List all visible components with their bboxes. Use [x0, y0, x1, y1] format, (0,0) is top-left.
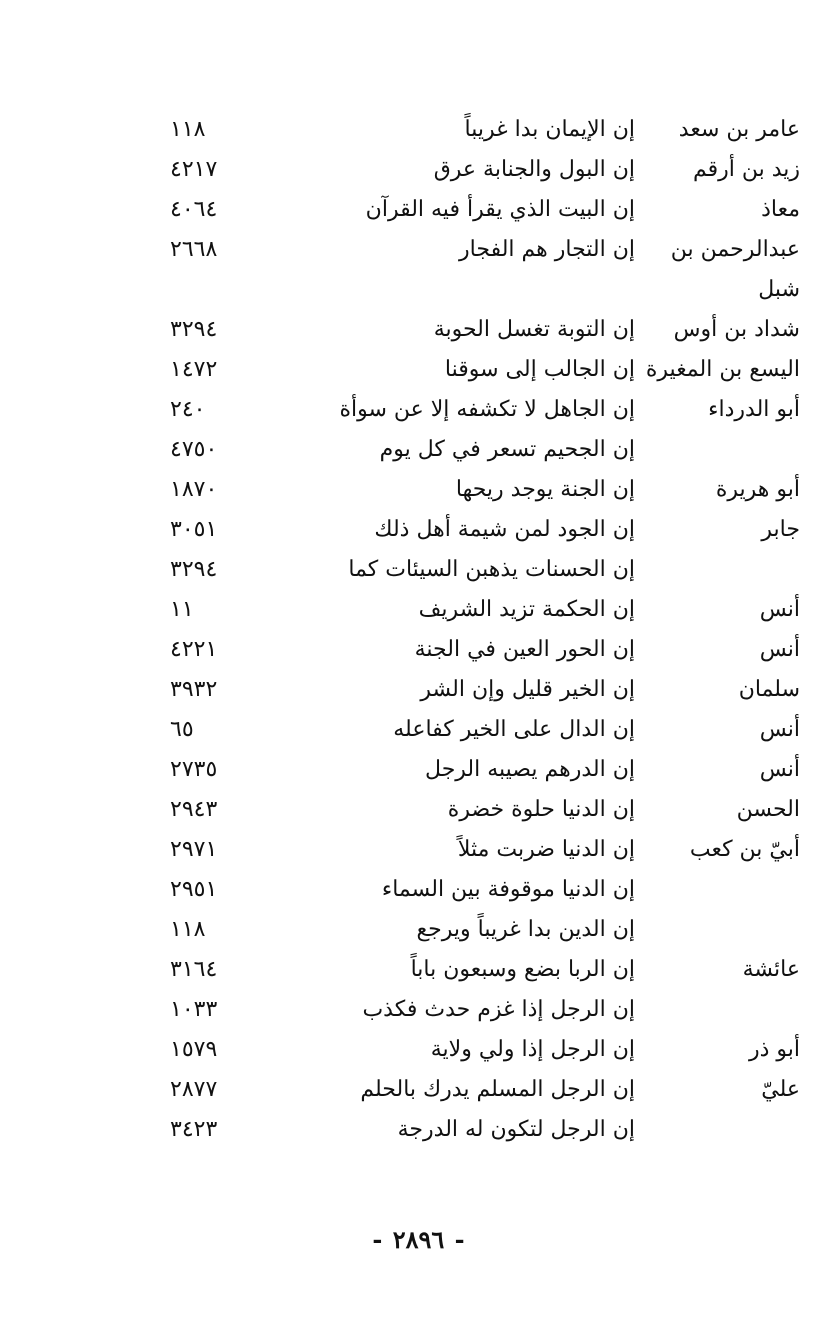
hadith-number: ٣١٦٤	[170, 957, 218, 982]
narrator-name: الحسن	[736, 797, 800, 822]
index-row	[170, 150, 800, 190]
index-row	[170, 390, 800, 430]
narrator-name: عائشة	[742, 957, 800, 982]
hadith-number: ٤٢١٧	[170, 157, 218, 182]
hadith-incipit: إن الدنيا حلوة خضرة	[447, 797, 635, 822]
hadith-number: ١٠٣٣	[170, 997, 218, 1022]
index-row	[170, 1110, 800, 1150]
index-row	[170, 310, 800, 350]
index-row	[170, 750, 800, 790]
hadith-incipit: إن الحسنات يذهبن السيئات كما	[348, 557, 635, 582]
narrator-name: أبو هريرة	[715, 477, 800, 502]
hadith-incipit: إن الدرهم يصيبه الرجل	[425, 757, 635, 782]
hadith-incipit: إن التجار هم الفجار	[459, 237, 635, 262]
narrator-name: أنس	[759, 637, 800, 662]
hadith-number: ٢٩٥١	[170, 877, 218, 902]
hadith-incipit: إن الجنة يوجد ريحها	[455, 477, 635, 502]
index-row	[170, 110, 800, 150]
hadith-incipit: إن الجحيم تسعر في كل يوم	[379, 437, 635, 462]
hadith-number: ٢٩٧١	[170, 837, 218, 862]
narrator-name: شداد بن أوس	[673, 317, 800, 342]
hadith-index-table	[170, 110, 800, 1150]
index-row	[170, 710, 800, 750]
index-row	[170, 510, 800, 550]
index-row	[170, 590, 800, 630]
hadith-incipit: إن الرجل إذا ولي ولاية	[430, 1037, 635, 1062]
index-row	[170, 550, 800, 590]
narrator-name: عليّ	[761, 1077, 800, 1102]
hadith-number: ٢٨٧٧	[170, 1077, 218, 1102]
narrator-name: معاذ	[761, 197, 800, 222]
hadith-number: ١٤٧٢	[170, 357, 218, 382]
narrator-name: عامر بن سعد	[678, 117, 800, 142]
hadith-number: ٤٠٦٤	[170, 197, 218, 222]
hadith-incipit: إن الحكمة تزيد الشريف	[418, 597, 635, 622]
narrator-name: زيد بن أرقم	[692, 157, 800, 182]
hadith-number: ٤٢٢١	[170, 637, 218, 662]
hadith-incipit: إن الرجل إذا غزم حدث فكذب	[362, 997, 635, 1022]
hadith-incipit: إن الدنيا ضربت مثلاً	[457, 837, 635, 862]
index-row	[170, 190, 800, 230]
hadith-incipit: إن الحور العين في الجنة	[414, 637, 635, 662]
hadith-number: ٢٩٤٣	[170, 797, 218, 822]
narrator-name: أبيّ بن كعب	[689, 837, 800, 862]
hadith-incipit: إن الرجل لتكون له الدرجة	[397, 1117, 635, 1142]
index-row	[170, 470, 800, 510]
hadith-incipit: إن الجود لمن شيمة أهل ذلك	[374, 517, 635, 542]
page-number-value: ٢٨٩٦	[392, 1225, 445, 1254]
hadith-number: ٤٧٥٠	[170, 437, 218, 462]
index-row	[170, 670, 800, 710]
hadith-number: ٢٧٣٥	[170, 757, 218, 782]
narrator-name: جابر	[761, 517, 800, 542]
page-number	[0, 1225, 837, 1254]
hadith-number: ١١	[170, 597, 194, 622]
hadith-number: ١٨٧٠	[170, 477, 218, 502]
hadith-number: ١١٨	[170, 917, 206, 942]
hadith-number: ٣٢٩٤	[170, 317, 218, 342]
hadith-incipit: إن الدال على الخير كفاعله	[393, 717, 635, 742]
hadith-number: ١٥٧٩	[170, 1037, 218, 1062]
hadith-number: ٣٤٢٣	[170, 1117, 218, 1142]
narrator-name: اليسع بن المغيرة	[645, 357, 800, 382]
narrator-name: أنس	[759, 757, 800, 782]
page-number-dash-left: -	[454, 1225, 465, 1254]
page-number-dash-right: -	[372, 1225, 383, 1254]
index-row	[170, 990, 800, 1030]
hadith-number: ١١٨	[170, 117, 206, 142]
hadith-number: ٦٥	[170, 717, 194, 742]
hadith-number: ٢٦٦٨	[170, 237, 218, 262]
index-row	[170, 790, 800, 830]
hadith-incipit: إن الرجل المسلم يدرك بالحلم	[360, 1077, 635, 1102]
index-row	[170, 630, 800, 670]
narrator-name: سلمان	[738, 677, 800, 702]
hadith-incipit: إن البول والجنابة عرق	[433, 157, 635, 182]
narrator-name: أبو ذر	[748, 1037, 800, 1062]
index-row	[170, 230, 800, 310]
index-row	[170, 430, 800, 470]
hadith-number: ٣٩٣٢	[170, 677, 218, 702]
hadith-incipit: إن الخير قليل وإن الشر	[420, 677, 635, 702]
narrator-name: أنس	[759, 717, 800, 742]
index-row	[170, 910, 800, 950]
hadith-incipit: إن الدنيا موقوفة بين السماء	[381, 877, 635, 902]
hadith-number: ٣٠٥١	[170, 517, 218, 542]
hadith-incipit: إن الإيمان بدا غريباً	[464, 117, 635, 142]
hadith-number: ٣٢٩٤	[170, 557, 218, 582]
index-row	[170, 870, 800, 910]
narrator-name: أنس	[759, 597, 800, 622]
index-row	[170, 830, 800, 870]
narrator-name: أبو الدرداء	[708, 397, 800, 422]
index-row	[170, 1070, 800, 1110]
index-row	[170, 1030, 800, 1070]
hadith-incipit: إن الجاهل لا تكشفه إلا عن سوأة	[339, 397, 635, 422]
hadith-incipit: إن البيت الذي يقرأ فيه القرآن	[365, 197, 635, 222]
hadith-incipit: إن الدين بدا غريباً ويرجع	[416, 917, 635, 942]
hadith-incipit: إن الربا بضع وسبعون باباً	[410, 957, 635, 982]
index-row	[170, 350, 800, 390]
narrator-name: عبدالرحمن بن شبل	[670, 237, 800, 302]
hadith-number: ٢٤٠	[170, 397, 206, 422]
hadith-incipit: إن التوبة تغسل الحوبة	[433, 317, 635, 342]
index-row	[170, 950, 800, 990]
hadith-incipit: إن الجالب إلى سوقنا	[444, 357, 635, 382]
